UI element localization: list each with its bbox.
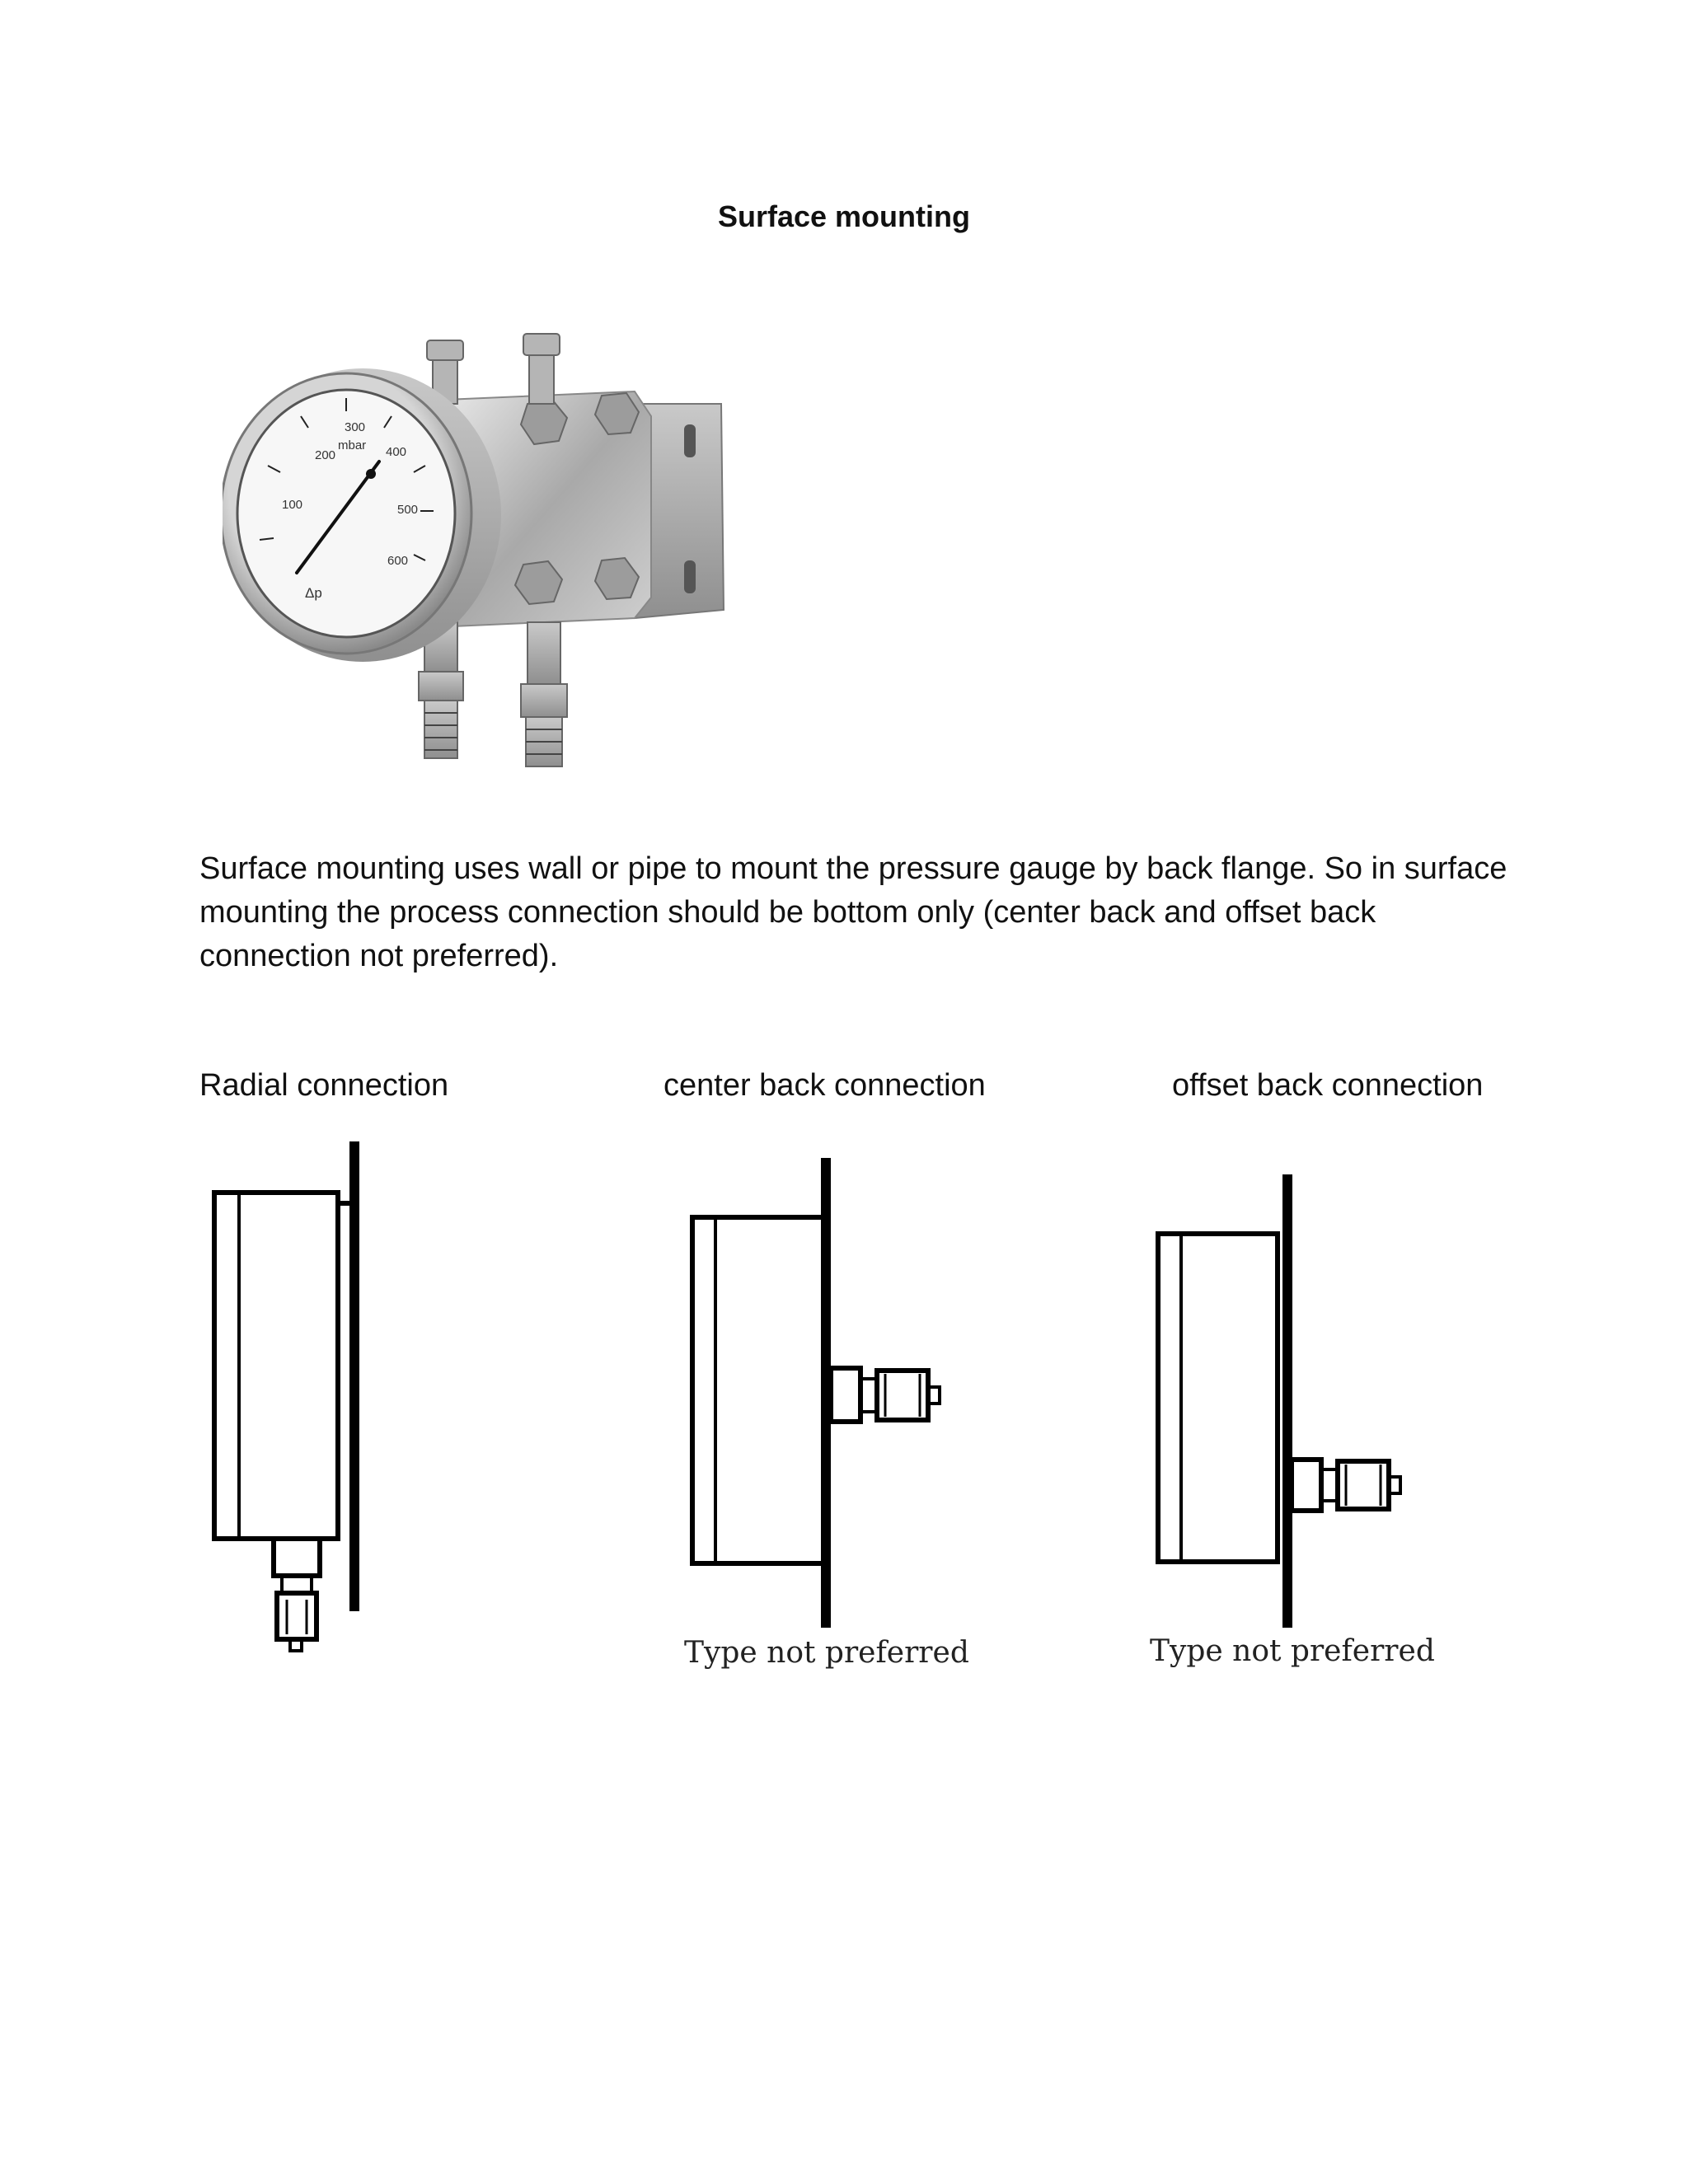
radial-connection-label: Radial connection: [199, 1068, 449, 1103]
radial-connection-diagram: [206, 1141, 379, 1661]
page-title: Surface mounting: [717, 199, 971, 233]
dial-tick-label: 200: [315, 448, 336, 462]
center-back-caption: Type not preferred: [684, 1636, 969, 1670]
center-back-connection-label: center back connection: [663, 1068, 986, 1103]
gauge-photo: [223, 326, 725, 783]
dial-unit: mbar: [338, 438, 367, 452]
dial-tick-label: 600: [387, 554, 409, 568]
dial-tick-label: 300: [345, 420, 366, 434]
dial-symbol: Δp: [305, 585, 322, 601]
center-back-connection-diagram: [684, 1158, 981, 1677]
dial-tick-label: 100: [282, 498, 303, 512]
offset-back-caption: Type not preferred: [1150, 1634, 1435, 1668]
dial-tick-label: 400: [386, 445, 407, 459]
body-paragraph: Surface mounting uses wall or pipe to mount the pressure gauge by back flange. So in surface mounting the process connection should be bottom only (center back and offset back connection not preferred).: [199, 851, 1507, 973]
dial-tick-label: 500: [397, 503, 419, 517]
offset-back-connection-diagram: [1150, 1174, 1447, 1677]
offset-back-connection-label: offset back connection: [1172, 1068, 1484, 1103]
